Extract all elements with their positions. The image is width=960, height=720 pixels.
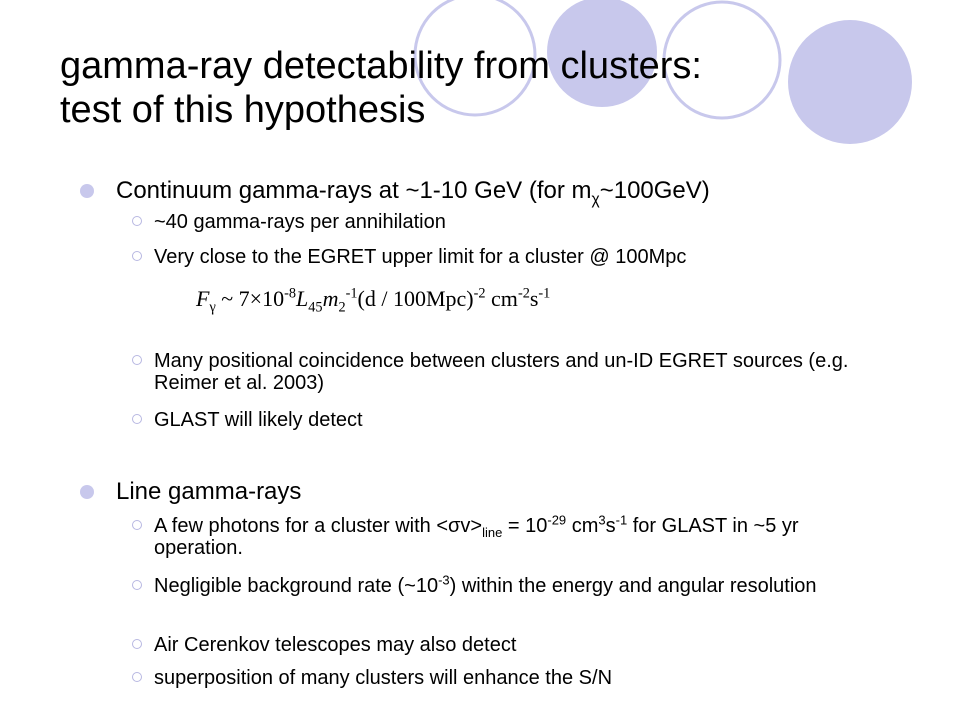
slide-title	[60, 44, 820, 132]
sub-bullet-ring-icon	[132, 216, 142, 226]
flux-formula: $F_\gamma$ ~ $7\times 10^{-8}L_{45}m_2^{-1}(d / 100Mpc)^{-2}$ $cm^{-2}s^{-1}$	[196, 285, 551, 316]
sub-bullet-ring-icon	[132, 251, 142, 261]
sub-bullet-text: Many positional coincidence between clusters and un-ID EGRET sources (e.g. Reimer et al. 2003)	[154, 350, 849, 394]
sub-bullet-text: Air Cerenkov telescopes may also detect	[154, 634, 517, 656]
sub-bullet-ring-icon	[132, 672, 142, 682]
sub-bullet-text: ~40 gamma-rays per annihilation	[154, 211, 446, 233]
sub-bullet-text: Negligible background rate $(\sim 10^{-3})$ within the energy and angular resolution	[154, 572, 817, 597]
sub-bullet-text: A few photons for a cluster with $<\sigma v>_{line} = 10^{-29}$ $cm^3s^{-1}$ for GLAST in ~5 yr operation.	[154, 512, 799, 559]
bullet-dot-icon	[80, 184, 94, 198]
sub-bullet-ring-icon	[132, 414, 142, 424]
sub-bullet-ring-icon	[132, 520, 142, 530]
sub-bullet-text: superposition of many clusters will enhance the S/N	[154, 667, 613, 689]
sub-bullet-ring-icon	[132, 580, 142, 590]
sub-bullet-ring-icon	[132, 639, 142, 649]
title-line-2: test of this hypothesis	[60, 89, 426, 131]
bullet-dot-icon	[80, 485, 94, 499]
bullet-text: Line gamma-rays	[116, 478, 302, 505]
title-line-1: gamma-ray detectability from clusters:	[60, 45, 702, 87]
sub-bullet-ring-icon	[132, 355, 142, 365]
bullet-text: Continuum gamma-rays at ~1-10 GeV (for $m_\chi\sim 100GeV$)	[116, 177, 710, 208]
sub-bullet-text: GLAST will likely detect	[154, 409, 363, 431]
sub-bullet-text: Very close to the EGRET upper limit for a cluster @ 100Mpc	[154, 246, 687, 268]
